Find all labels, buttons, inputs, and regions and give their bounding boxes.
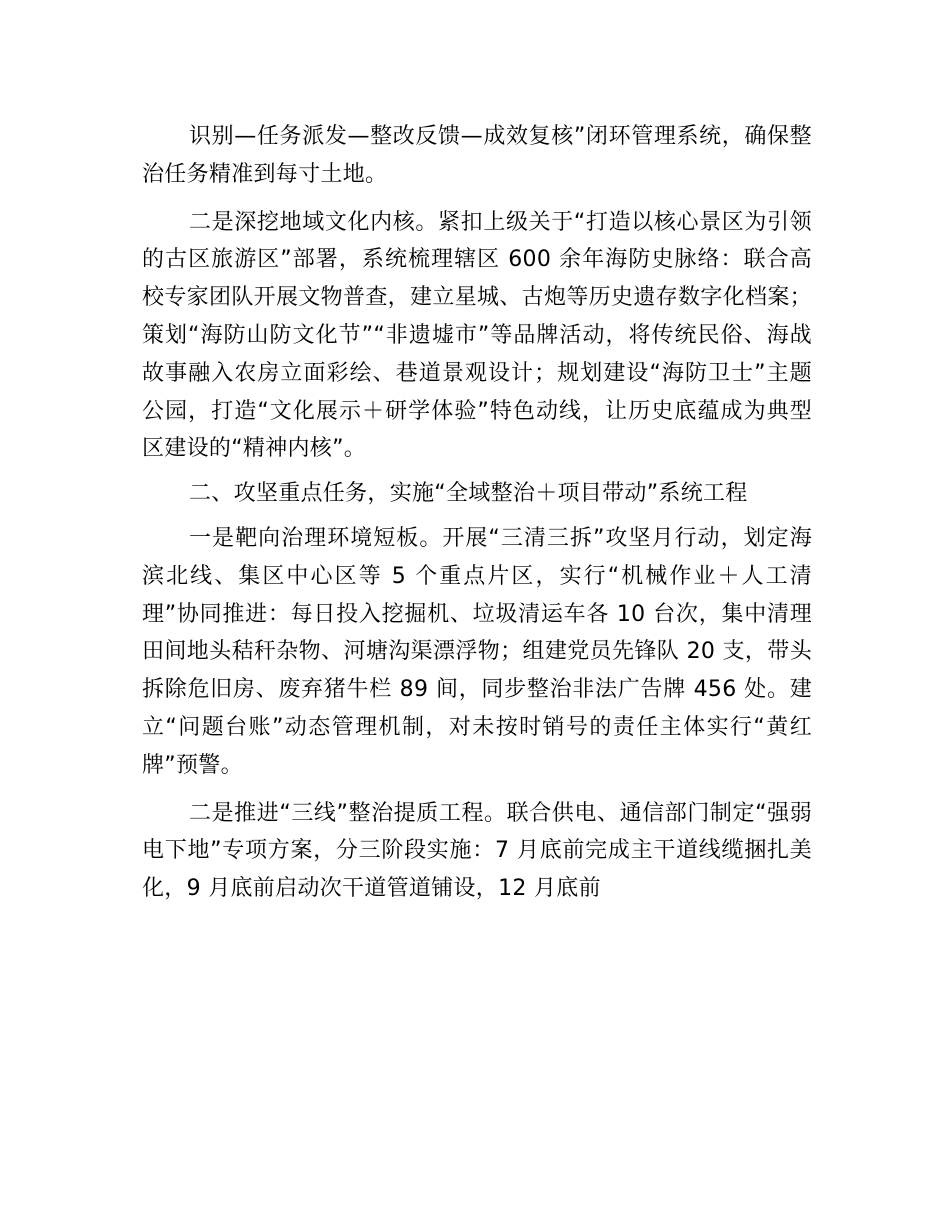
paragraph-culture-core: 二是深挖地域文化内核。紧扣上级关于“打造以核心景区为引领的古区旅游区”部署，系统梳理辖区 600 余年海防史脉络：联合高校专家团队开展文物普查，建立星城、古炮等历史遗存数字化档案；策划“海防山防文化节”“非遗墟市”等品牌活动，将传统民俗、海战故事融入农房立面彩绘、巷道景观设计；规划建设“海防卫士”主题公园，打造“文化展示＋研学体验”特色动线，让历史底蕴成为典型区建设的“精神内核”。: [142, 209, 812, 462]
paragraph-closed-loop: 识别—任务派发—整改反馈—成效复核”闭环管理系统，确保整治任务精准到每寸土地。: [142, 124, 812, 187]
body-text: [142, 118, 812, 908]
paragraph-environment: 一是靶向治理环境短板。开展“三清三拆”攻坚月行动，划定海滨北线、集区中心区等 5 个重点片区，实行“机械作业＋人工清理”协同推进：每日投入挖掘机、垃圾清运车各 10 台次，集中清理田间地头秸秆杂物、河塘沟渠漂浮物；组建党员先锋队 20 支，带头拆除危旧房、废弃猪牛栏 89 间，同步整治非法广告牌 456 处。建立“问题台账”动态管理机制，对未按时销号的责任主体实行“黄红牌”预警。: [142, 525, 812, 778]
section-heading-key-tasks: 二、攻坚重点任务，实施“全域整治＋项目带动”系统工程: [189, 481, 748, 507]
paragraph-three-lines: 二是推进“三线”整治提质工程。联合供电、通信部门制定“强弱电下地”专项方案，分三阶段实施：7 月底前完成主干道线缆捆扎美化，9 月底前启动次干道管道铺设，12 月底前: [142, 800, 812, 902]
